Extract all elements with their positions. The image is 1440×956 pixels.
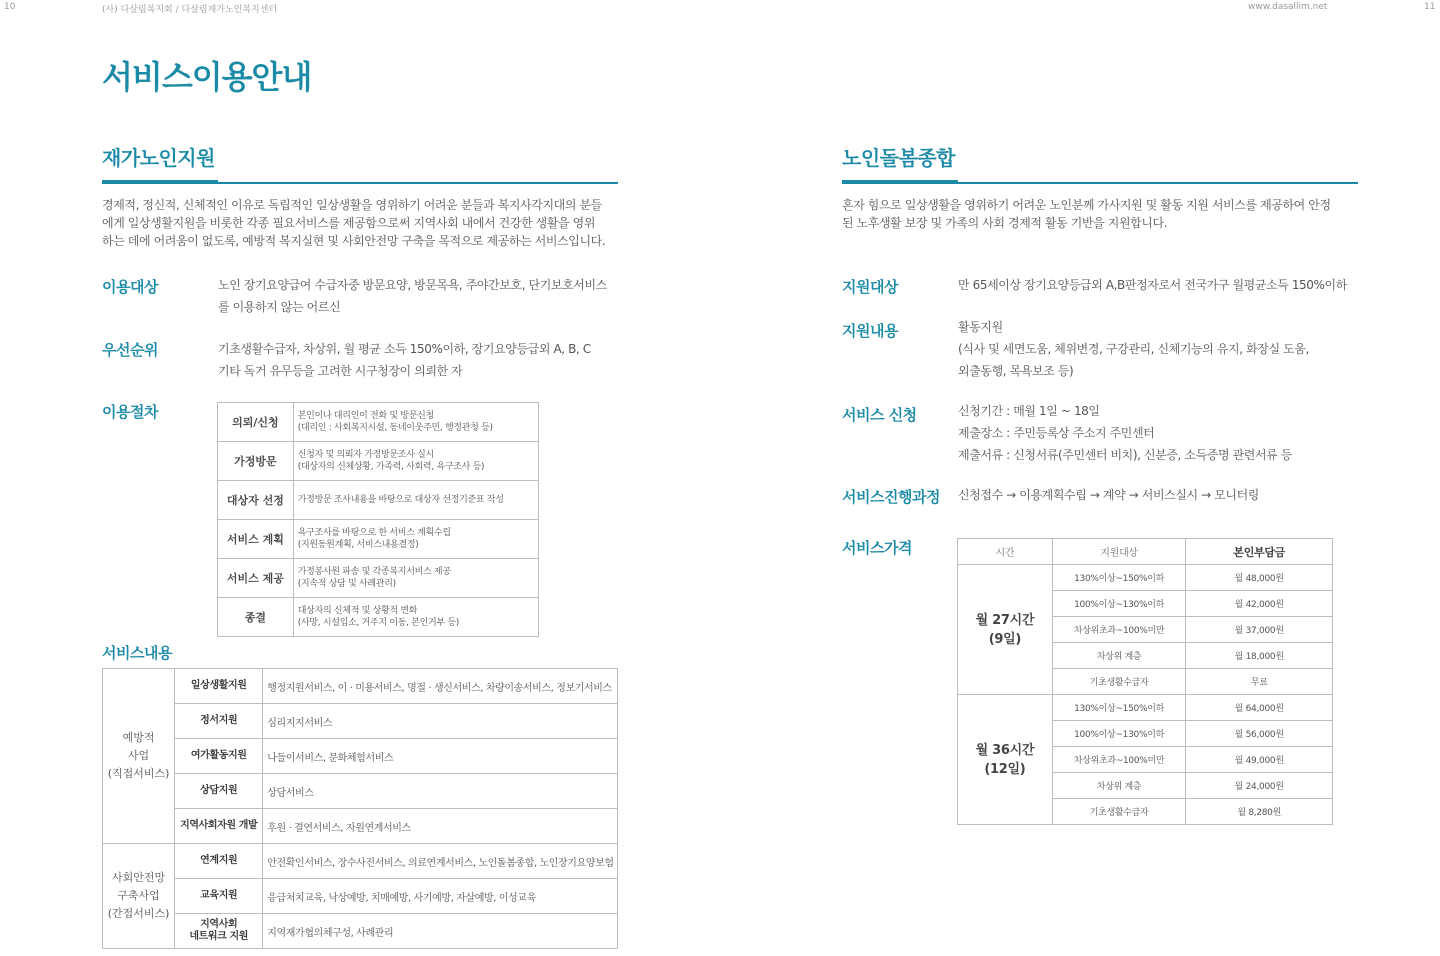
price-target: 차상위 계층: [1052, 643, 1186, 669]
procedure-desc-sub: (대상자의 신체상황, 가족력, 사회력, 욕구조사 등): [297, 462, 485, 472]
service-desc: 지역재가협의체구성, 사례관리: [263, 914, 618, 949]
price-target: 기초생활수급자: [1052, 799, 1186, 825]
apply-line: 제출서류 : 신청서류(주민센터 비치), 신분증, 소득증명 관련서류 등: [958, 448, 1292, 462]
service-desc: 행정지원서비스, 이 · 미용서비스, 명절 · 생신서비스, 차량이송서비스, 정보기서비스: [263, 669, 618, 704]
apply-line: 제출장소 : 주민등록상 주소지 주민센터: [958, 426, 1155, 440]
procedure-desc: [293, 481, 538, 520]
price-cost: 월 8,280원: [1186, 799, 1333, 825]
table-row: [103, 879, 618, 914]
target-line: 를 이용하지 않는 어르신: [218, 300, 341, 314]
table-row: [218, 520, 539, 559]
service-name: 상담지원: [175, 774, 263, 809]
table-row: [103, 774, 618, 809]
procedure-desc-sub: (지속적 상담 및 사례관리): [297, 579, 396, 589]
support-target-line: 만 65세이상 장기요양등급외 A,B판정자로서 전국가구 월평균소득 150%이하: [958, 278, 1347, 292]
table-header-row: [958, 539, 1333, 565]
table-row: [218, 598, 539, 637]
apply-label: 서비스 신청: [842, 406, 917, 424]
page-number-right: 11: [1424, 2, 1436, 12]
procedure-step: 서비스 제공: [218, 559, 294, 598]
price-target: 100%이상~130%이하: [1052, 721, 1186, 747]
process-line: 신청접수 → 이용계획수립 → 계약 → 서비스실시 → 모니터링: [958, 488, 1259, 502]
procedure-desc: [293, 520, 538, 559]
price-table: [957, 538, 1333, 825]
price-days: (12일): [984, 761, 1026, 777]
service-category-line: 구축사업: [117, 889, 160, 902]
service-category-line: (간접서비스): [107, 907, 170, 920]
price-target: 기초생활수급자: [1052, 669, 1186, 695]
price-target: 100%이상~130%이하: [1052, 591, 1186, 617]
table-row: [103, 809, 618, 844]
service-name: 교육지원: [175, 879, 263, 914]
priority-line: 기타 독거 유무등을 고려한 시구청장이 의뢰한 자: [218, 364, 463, 378]
price-cost: 무료: [1186, 669, 1333, 695]
table-row: [103, 844, 618, 879]
table-row: [218, 442, 539, 481]
left-intro: [102, 196, 622, 250]
table-row: [103, 739, 618, 774]
procedure-step: 대상자 선정: [218, 481, 294, 520]
service-name: 연계지원: [175, 844, 263, 879]
procedure-desc-main: 욕구조사를 바탕으로 한 서비스 계획수립: [297, 528, 451, 538]
procedure-desc: [293, 403, 538, 442]
service-desc: 심리지지서비스: [263, 704, 618, 739]
org-name: (사) 다살림복지회 / 다살림재가노인복지센터: [102, 5, 278, 15]
support-content-line: 활동지원: [958, 320, 1003, 334]
service-name: 지역사회자원 개발: [175, 809, 263, 844]
target-line: 노인 장기요양급여 수급자중 방문요양, 방문목욕, 주야간보호, 단기보호서비스: [218, 278, 607, 292]
left-intro-line: 경제적, 정신적, 신체적인 이유로 독립적인 일상생활을 영위하기 어려운 분들과 복지사각지대의 분들: [102, 198, 602, 212]
table-row: [218, 481, 539, 520]
service-name: 일상생활지원: [175, 669, 263, 704]
service-desc: 나들이서비스, 문화체험서비스: [263, 739, 618, 774]
priority-label: 우선순위: [102, 341, 158, 359]
price-time-group: [958, 565, 1053, 695]
price-cost: 월 24,000원: [1186, 773, 1333, 799]
procedure-step: 서비스 계획: [218, 520, 294, 559]
price-days: (9일): [988, 631, 1022, 647]
right-intro-line: 된 노후생활 보장 및 가족의 사회 경제적 활동 기반을 지원합니다.: [842, 216, 1168, 230]
procedure-label: 이용절차: [102, 403, 158, 421]
price-target: 130%이상~150%이하: [1052, 695, 1186, 721]
price-time-group: [958, 695, 1053, 825]
price-cost: 월 64,000원: [1186, 695, 1333, 721]
service-category-line: 사회안전망: [111, 871, 166, 884]
service-category: [103, 844, 175, 949]
price-cost: 월 37,000원: [1186, 617, 1333, 643]
table-row: [218, 559, 539, 598]
support-target-label: 지원대상: [842, 278, 898, 296]
price-target: 차상위 계층: [1052, 773, 1186, 799]
procedure-desc-sub: (사망, 시설입소, 거주지 이동, 본인거부 등): [297, 618, 459, 628]
table-row: [103, 669, 618, 704]
right-section-rule-accent: [842, 180, 958, 184]
target-text: [218, 274, 618, 318]
left-section-title: 재가노인지원: [102, 146, 215, 170]
right-intro: [842, 196, 1362, 232]
process-text: [958, 484, 1378, 506]
procedure-step: 가정방문: [218, 442, 294, 481]
price-header-target: 지원대상: [1052, 539, 1186, 565]
price-cost: 월 56,000원: [1186, 721, 1333, 747]
price-label: 서비스가격: [842, 539, 912, 557]
procedure-desc-main: 가정방문 조사내용을 바탕으로 대상자 선정기준표 작성: [297, 495, 504, 505]
support-content-line: 외출동행, 목욕보조 등): [958, 364, 1074, 378]
page-title: 서비스이용안내: [102, 58, 312, 96]
price-time: 월 36시간: [975, 742, 1035, 758]
service-category: [103, 669, 175, 844]
service-desc: 안전확인서비스, 장수사진서비스, 의료연계서비스, 노인돌봄종합, 노인장기요양보험: [263, 844, 618, 879]
price-cost: 월 42,000원: [1186, 591, 1333, 617]
service-desc: 상담서비스: [263, 774, 618, 809]
price-cost: 월 48,000원: [1186, 565, 1333, 591]
service-category-line: 사업: [127, 749, 150, 762]
support-content-line: (식사 및 세면도움, 체위변경, 구강관리, 신체기능의 유지, 화장실 도움,: [958, 342, 1309, 356]
priority-line: 기초생활수급자, 차상위, 월 평균 소득 150%이하, 장기요양등급외 A, B, C: [218, 342, 591, 356]
price-header-cost: 본인부담금: [1186, 539, 1333, 565]
table-row: [103, 704, 618, 739]
procedure-desc-sub: (대리인 : 사회복지시설, 동네이웃주민, 행정관청 등): [297, 423, 493, 433]
process-label: 서비스진행과정: [842, 488, 940, 506]
procedure-step: 의뢰/신청: [218, 403, 294, 442]
left-intro-line: 하는 데에 어려움이 없도록, 예방적 복지실현 및 사회안전망 구축을 목적으로 제공하는 서비스입니다.: [102, 234, 606, 248]
procedure-table: [217, 402, 539, 637]
price-time: 월 27시간: [975, 612, 1035, 628]
price-cost: 월 18,000원: [1186, 643, 1333, 669]
price-header-time: 시간: [958, 539, 1053, 565]
right-intro-line: 혼자 힘으로 일상생활을 영위하기 어려운 노인분께 가사지원 및 활동 지원 서비스를 제공하여 안정: [842, 198, 1331, 212]
priority-text: [218, 338, 618, 382]
table-row: [958, 565, 1333, 591]
procedure-desc-main: 본인이나 대리인이 전화 및 방문신청: [297, 411, 434, 421]
procedure-desc-main: 가정봉사원 파송 및 각종복지서비스 제공: [297, 567, 451, 577]
support-content-text: [958, 316, 1378, 382]
left-intro-line: 에게 일상생활지원을 비롯한 각종 필요서비스를 제공함으로써 지역사회 내에서 건강한 생활을 영위: [102, 216, 596, 230]
services-label: 서비스내용: [102, 644, 172, 662]
price-target: 차상위초과~100%미만: [1052, 617, 1186, 643]
table-row: [103, 914, 618, 949]
target-label: 이용대상: [102, 278, 158, 296]
service-desc: 후원 · 결연서비스, 자원연계서비스: [263, 809, 618, 844]
support-content-label: 지원내용: [842, 322, 898, 340]
table-row: [958, 695, 1333, 721]
service-category-line: (직접서비스): [107, 767, 170, 780]
services-table: [102, 668, 618, 949]
service-name: 지역사회 네트워크 지원: [175, 914, 263, 949]
price-cost: 월 49,000원: [1186, 747, 1333, 773]
procedure-desc: [293, 559, 538, 598]
procedure-desc-main: 신청자 및 의뢰자 가정방문조사 실시: [297, 450, 434, 460]
procedure-desc-main: 대상자의 신체적 및 상황적 변화: [297, 606, 418, 616]
procedure-step: 종결: [218, 598, 294, 637]
procedure-desc: [293, 598, 538, 637]
procedure-desc: [293, 442, 538, 481]
right-section-title: 노인돌봄종합: [842, 146, 955, 170]
table-row: [218, 403, 539, 442]
apply-text: [958, 400, 1378, 466]
support-target-text: [958, 274, 1378, 296]
service-desc: 응급처치교육, 낙상예방, 치매예방, 사기예방, 자살예방, 이성교육: [263, 879, 618, 914]
page-number-left: 10: [4, 2, 16, 12]
service-name: 여가활동지원: [175, 739, 263, 774]
price-target: 130%이상~150%이하: [1052, 565, 1186, 591]
price-target: 차상위초과~100%미만: [1052, 747, 1186, 773]
website-url[interactable]: www.dasallim.net: [1248, 2, 1328, 12]
apply-line: 신청기간 : 매월 1일 ~ 18일: [958, 404, 1100, 418]
service-name: 정서지원: [175, 704, 263, 739]
procedure-desc-sub: (지원동원계획, 서비스내용결정): [297, 540, 419, 550]
left-section-rule-accent: [102, 180, 218, 184]
service-category-line: 예방적: [122, 731, 155, 744]
